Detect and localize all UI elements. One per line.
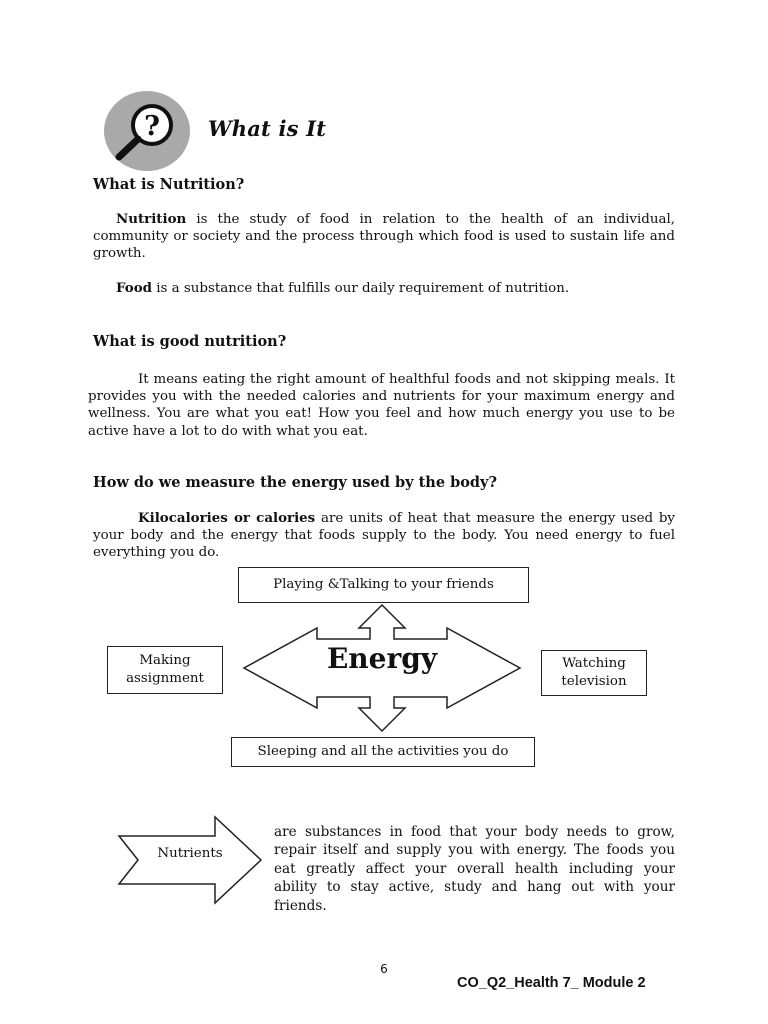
page-number: 6 — [380, 962, 388, 976]
calories-definition — [93, 510, 675, 562]
nutrients-label: Nutrients — [157, 846, 223, 861]
activity-box-top: Playing &Talking to your friends — [238, 567, 529, 603]
svg-text:?: ? — [144, 111, 160, 142]
heading-good-nutrition: What is good nutrition? — [93, 333, 287, 350]
nutrition-definition — [93, 211, 675, 263]
module-footer: CO_Q2_Health 7_ Module 2 — [457, 975, 646, 991]
activity-box-left: Making assignment — [107, 646, 223, 694]
magnifier-question-icon — [104, 91, 190, 171]
term-food: Food — [116, 280, 152, 296]
food-definition — [93, 280, 675, 297]
heading-what-is-nutrition: What is Nutrition? — [93, 176, 245, 193]
section-title: What is It — [208, 116, 327, 141]
activity-box-bottom: Sleeping and all the activities you do — [231, 737, 535, 767]
nutrition-definition-text: is the study of food in relation to the health of an individual, community or society and the process through which food is used to sustain life and growth. — [93, 212, 675, 262]
food-definition-text: is a substance that fulfills our daily requirement of nutrition. — [152, 281, 570, 296]
term-kilocalories: Kilocalories or calories — [138, 510, 316, 526]
good-nutrition-text: It means eating the right amount of healthful foods and not skipping meals. It provides you with the needed calories and nutrients for your maximum energy and wellness. You are what you eat! How you feel and how much energy you use to be active have a lot to do with what you eat. — [88, 372, 675, 439]
energy-center-label: Energy — [326, 642, 438, 675]
heading-measure-energy: How do we measure the energy used by the body? — [93, 474, 497, 491]
nutrients-definition: are substances in food that your body needs to grow, repair itself and supply you with energy. The foods you eat greatly affect your overall health including your ability to stay active, study and hang out with your friends. — [274, 824, 675, 914]
calories-definition-text: are units of heat that measure the energy used by your body and the energy that foods supply to the body. You need energy to fuel everything you do. — [93, 511, 675, 561]
activity-box-right: Watching television — [541, 650, 647, 696]
term-nutrition: Nutrition — [116, 211, 187, 227]
